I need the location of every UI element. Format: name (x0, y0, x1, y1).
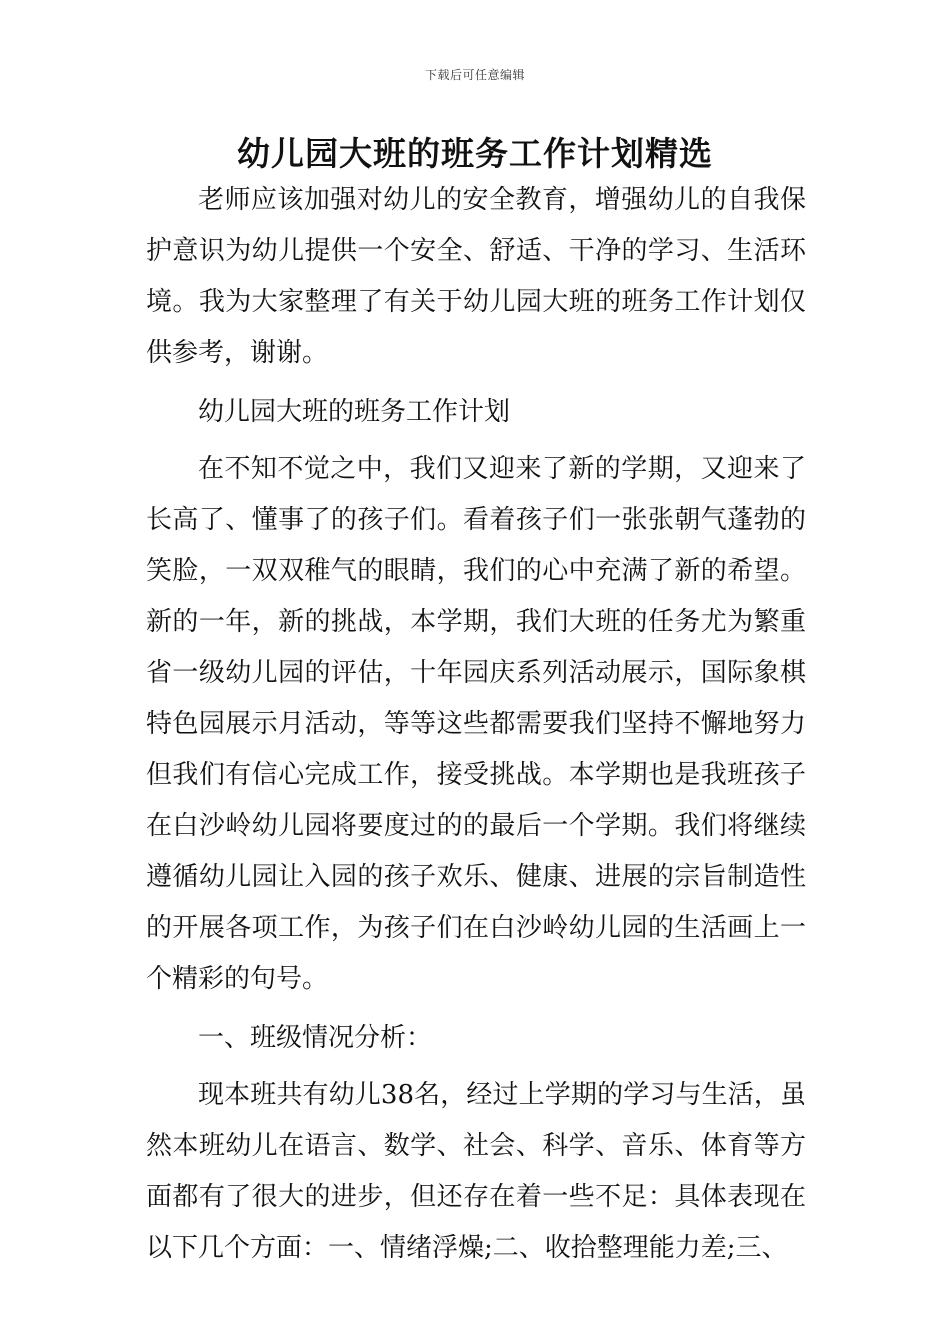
body-paragraph: 现本班共有幼儿38名，经过上学期的学习与生活，虽然本班幼儿在语言、数学、社会、科学、音乐、体育等方面都有了很大的进步，但还存在着一些不足：具体表现在以下几个方面：一、情绪浮燥;二、收拾整理能力差;三、 (146, 1080, 806, 1263)
intro-paragraph: 老师应该加强对幼儿的安全教育，增强幼儿的自我保护意识为幼儿提供一个安全、舒适、干净的学习、生活环境。我为大家整理了有关于幼儿园大班的班务工作计划仅供参考，谢谢。 (146, 185, 806, 368)
section-heading: 一、班级情况分析： (198, 1023, 433, 1053)
document-title: 幼儿园大班的班务工作计划精选 (237, 134, 713, 173)
body-paragraph: 在不知不觉之中，我们又迎来了新的学期，又迎来了长高了、懂事了的孩子们。看着孩子们一张张朝气蓬勃的笑脸，一双双稚气的眼睛，我们的心中充满了新的希望。新的一年，新的挑战，本学期，我们大班的任务尤为繁重省一级幼儿园的评估，十年园庆系列活动展示，国际象棋特色园展示月活动，等等这些都需要我们坚持不懈地努力但我们有信心完成工作，接受挑战。本学期也是我班孩子在白沙岭幼儿园将要度过的的最后一个学期。我们将继续遵循幼儿园让入园的孩子欢乐、健康、进展的宗旨制造性的开展各项工作，为孩子们在白沙岭幼儿园的生活画上一个精彩的句号。 (146, 454, 806, 994)
document-body (146, 175, 806, 1274)
header-note: 下载后可任意编辑 (424, 68, 525, 82)
section-subtitle: 幼儿园大班的班务工作计划 (198, 397, 511, 427)
